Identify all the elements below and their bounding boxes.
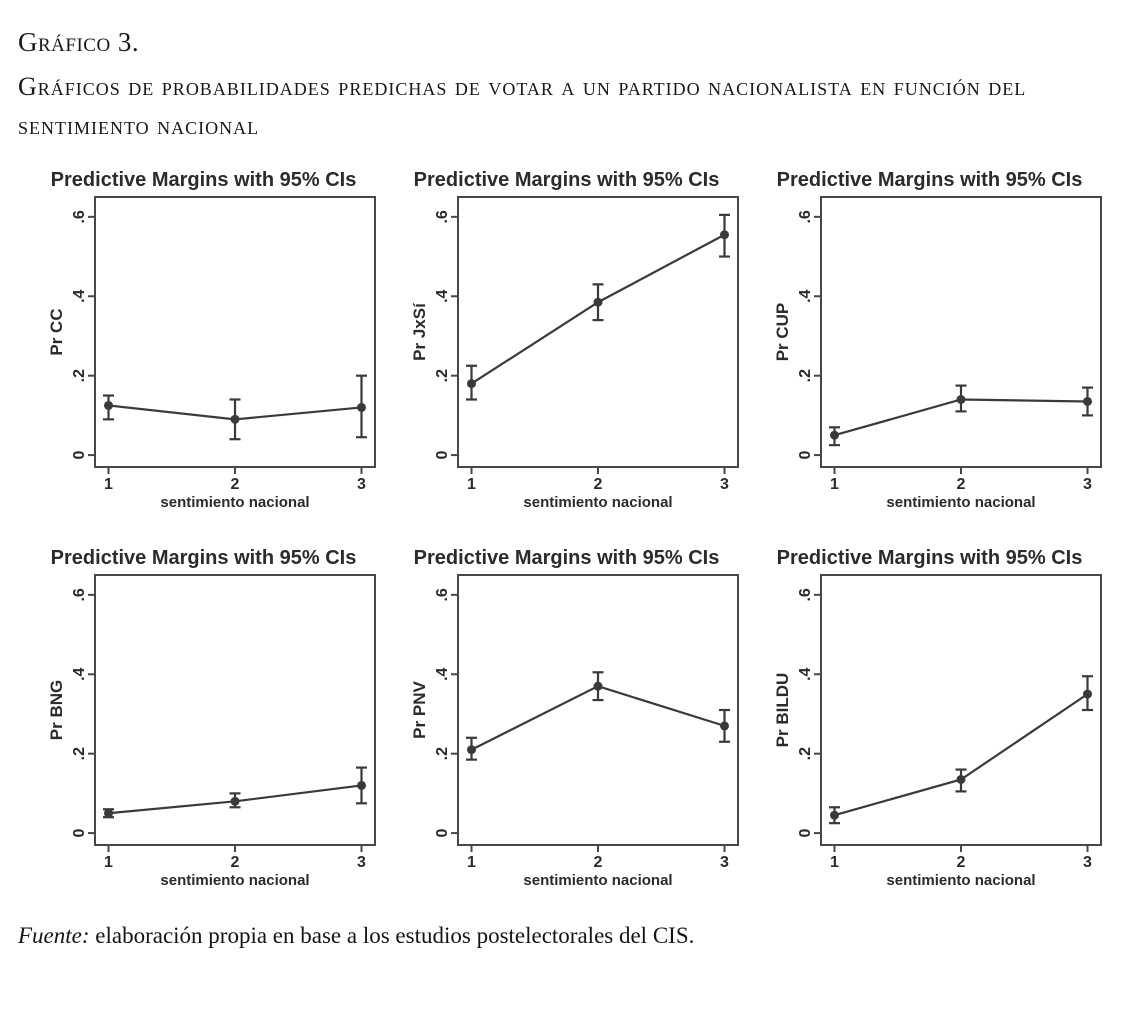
y-tick-label: .4 [434,667,451,682]
x-tick-label: 3 [720,854,729,872]
x-tick-label: 3 [1083,476,1092,494]
y-tick-label: .4 [71,667,88,682]
figure-label: Gráfico 3. [18,27,140,57]
x-tick-label: 1 [830,854,839,872]
x-tick-label: 2 [230,854,240,872]
x-tick-label: 3 [1083,854,1092,872]
y-tick-label: .4 [797,289,814,304]
data-point [1083,397,1092,406]
chart-plot-pr-bng [18,571,381,889]
figure-source [18,923,1130,949]
chart-cell-pr-bng [18,547,381,889]
trend-line [835,695,1088,816]
y-tick-label: .2 [71,747,88,761]
data-point [104,809,113,818]
data-point [467,746,476,755]
data-point [231,415,240,424]
figure-title: Gráficos de probabilidades predichas de votar a un partido nacionalista en función del sentimiento nacional [18,72,1027,141]
chart-plot-pr-pnv [381,571,744,889]
data-point [830,431,839,440]
y-axis-label: Pr CUP [773,303,792,362]
chart-title: Predictive Margins with 95% CIs [50,547,357,570]
x-tick-label: 3 [720,476,729,494]
x-tick-label: 1 [104,476,113,494]
chart-cell-pr-cup [744,169,1107,511]
y-tick-label: .2 [797,369,814,383]
y-tick-label: .6 [71,210,88,224]
chart-plot-pr-jxs- [381,193,744,511]
x-tick-label: 1 [467,854,476,872]
y-tick-label: 0 [797,829,814,838]
y-tick-label: .2 [71,369,88,383]
y-tick-label: .4 [71,289,88,304]
source-label: Fuente: [18,923,90,949]
x-axis-label: sentimiento nacional [523,494,673,512]
data-point [1083,690,1092,699]
x-tick-label: 2 [956,854,966,872]
chart-cell-pr-bildu [744,547,1107,889]
data-point [467,380,476,389]
chart-cell-pr-jxs- [381,169,744,511]
y-tick-label: 0 [71,829,88,838]
y-axis-label: Pr CC [47,308,66,357]
y-axis-label: Pr BILDU [773,673,792,748]
x-axis-label: sentimiento nacional [160,872,310,890]
x-tick-label: 2 [956,476,966,494]
y-tick-label: .2 [797,747,814,761]
data-point [957,775,966,784]
x-tick-label: 1 [467,476,476,494]
y-tick-label: .4 [797,667,814,682]
y-tick-label: 0 [434,829,451,838]
x-axis-label: sentimiento nacional [886,872,1036,890]
figure-heading [18,26,1130,145]
x-axis-label: sentimiento nacional [886,494,1036,512]
chart-cell-pr-pnv [381,547,744,889]
y-tick-label: 0 [797,451,814,460]
chart-title: Predictive Margins with 95% CIs [776,169,1083,192]
x-axis-label: sentimiento nacional [523,872,673,890]
x-tick-label: 3 [357,854,366,872]
data-point [830,811,839,820]
data-point [594,298,603,307]
y-tick-label: .6 [71,588,88,602]
x-tick-label: 3 [357,476,366,494]
y-axis-label: Pr JxSí [410,303,429,362]
charts-grid [18,169,1130,889]
data-point [594,682,603,691]
plot-frame [458,575,738,845]
chart-plot-pr-cc [18,193,381,511]
y-tick-label: .6 [797,588,814,602]
chart-title: Predictive Margins with 95% CIs [413,169,720,192]
data-point [957,395,966,404]
y-tick-label: .6 [434,210,451,224]
chart-title: Predictive Margins with 95% CIs [776,547,1083,570]
data-point [357,781,366,790]
plot-frame [821,575,1101,845]
y-tick-label: .4 [434,289,451,304]
x-tick-label: 2 [593,476,603,494]
x-tick-label: 1 [830,476,839,494]
y-tick-label: 0 [71,451,88,460]
y-tick-label: .6 [434,588,451,602]
data-point [231,797,240,806]
data-point [720,722,729,731]
x-tick-label: 2 [593,854,603,872]
source-text: elaboración propia en base a los estudios postelectorales del CIS. [89,923,695,949]
x-axis-label: sentimiento nacional [160,494,310,512]
data-point [104,401,113,410]
chart-plot-pr-cup [744,193,1107,511]
y-axis-label: Pr PNV [410,681,429,740]
x-tick-label: 1 [104,854,113,872]
plot-frame [458,197,738,467]
chart-title: Predictive Margins with 95% CIs [413,547,720,570]
chart-title: Predictive Margins with 95% CIs [50,169,357,192]
chart-plot-pr-bildu [744,571,1107,889]
x-tick-label: 2 [230,476,240,494]
data-point [357,403,366,412]
chart-cell-pr-cc [18,169,381,511]
y-tick-label: .2 [434,369,451,383]
y-tick-label: .6 [797,210,814,224]
data-point [720,231,729,240]
y-tick-label: .2 [434,747,451,761]
y-tick-label: 0 [434,451,451,460]
y-axis-label: Pr BNG [47,680,66,741]
